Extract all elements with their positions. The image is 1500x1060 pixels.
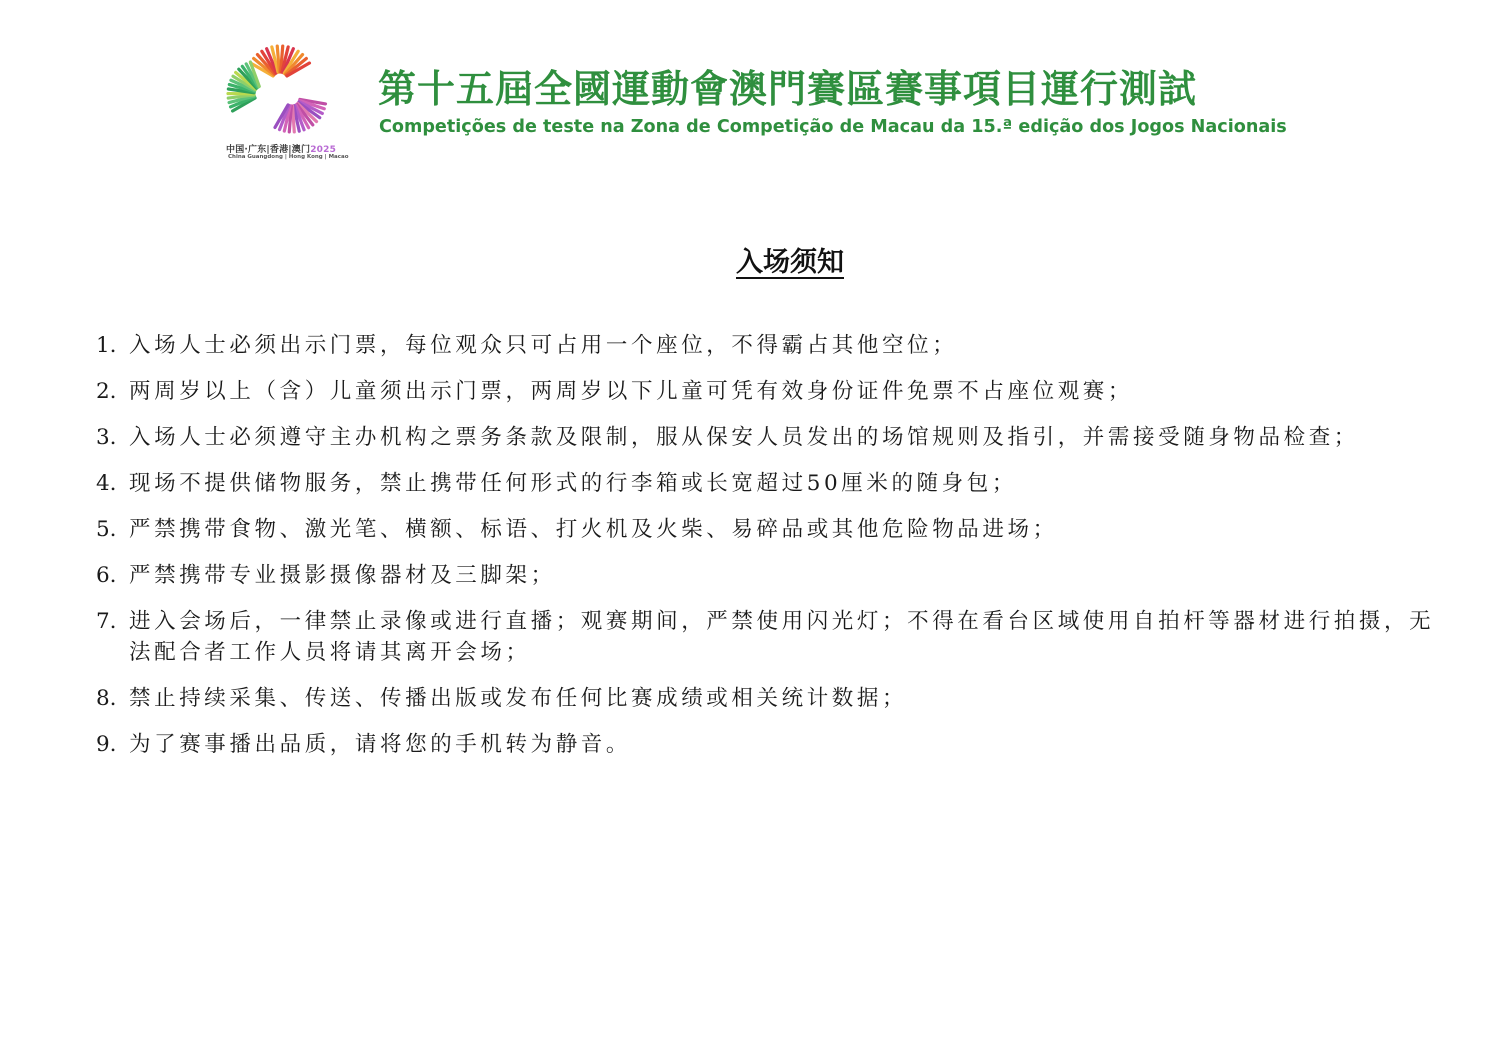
rule-number: 9.	[96, 732, 117, 757]
rule-text: 入场人士必须出示门票，每位观众只可占用一个座位，不得霸占其他空位；	[129, 333, 958, 358]
rule-text: 严禁携带专业摄影摄像器材及三脚架；	[129, 563, 556, 588]
rule-number: 7.	[96, 609, 117, 634]
logo-caption-year: 2025	[310, 145, 337, 155]
rule-number: 3.	[96, 425, 117, 450]
rule-item	[96, 683, 1456, 714]
rule-number: 6.	[96, 563, 117, 588]
logo-ray	[277, 46, 279, 72]
rule-item	[96, 560, 1456, 591]
notice-rules-list	[96, 330, 1456, 775]
rule-text: 禁止持续采集、传送、传播出版或发布任何比赛成绩或相关统计数据；	[129, 686, 908, 711]
rule-text: 入场人士必须遵守主办机构之票务条款及限制，服从保安人员发出的场馆规则及指引，并需接受随身物品检查；	[129, 425, 1359, 450]
page-title-portuguese: Competições de teste na Zona de Competição de Macau da 15.ª edição dos Jogos Nacionais	[379, 117, 1287, 137]
rule-text: 为了赛事播出品质，请将您的手机转为静音。	[129, 732, 632, 757]
rule-number: 2.	[96, 379, 117, 404]
rule-item	[96, 330, 1456, 361]
page-title-chinese: 第十五屆全國運動會澳門賽區賽事項目運行測試	[378, 67, 1198, 111]
rule-item	[96, 422, 1456, 453]
logo-ray	[293, 106, 295, 132]
logo-caption-prefix: 中国·广东|香港|澳门	[226, 145, 311, 155]
rule-number: 5.	[96, 517, 117, 542]
rule-text: 现场不提供储物服务，禁止携带任何形式的行李箱或长宽超过50厘米的随身包；	[129, 471, 1017, 496]
rule-item	[96, 376, 1456, 407]
notice-heading: 入场须知	[736, 247, 844, 278]
page-header	[0, 0, 1500, 180]
rule-number: 8.	[96, 686, 117, 711]
rule-number: 4.	[96, 471, 117, 496]
rule-text: 进入会场后，一律禁止录像或进行直播；观赛期间，严禁使用闪光灯；不得在看台区域使用自拍杆等器材进行拍摄，无法配合者工作人员将请其离开会场；	[129, 609, 1435, 665]
rule-text: 两周岁以上（含）儿童须出示门票，两周岁以下儿童可凭有效身份证件免票不占座位观赛；	[129, 379, 1134, 404]
rule-item	[96, 514, 1456, 545]
rule-number: 1.	[96, 333, 117, 358]
rule-item	[96, 468, 1456, 499]
logo-caption-english: China Guangdong | Hong Kong | Macao	[228, 154, 349, 160]
rule-item	[96, 729, 1456, 760]
rule-text: 严禁携带食物、激光笔、横额、标语、打火机及火柴、易碎品或其他危险物品进场；	[129, 517, 1058, 542]
rule-item	[96, 606, 1456, 668]
